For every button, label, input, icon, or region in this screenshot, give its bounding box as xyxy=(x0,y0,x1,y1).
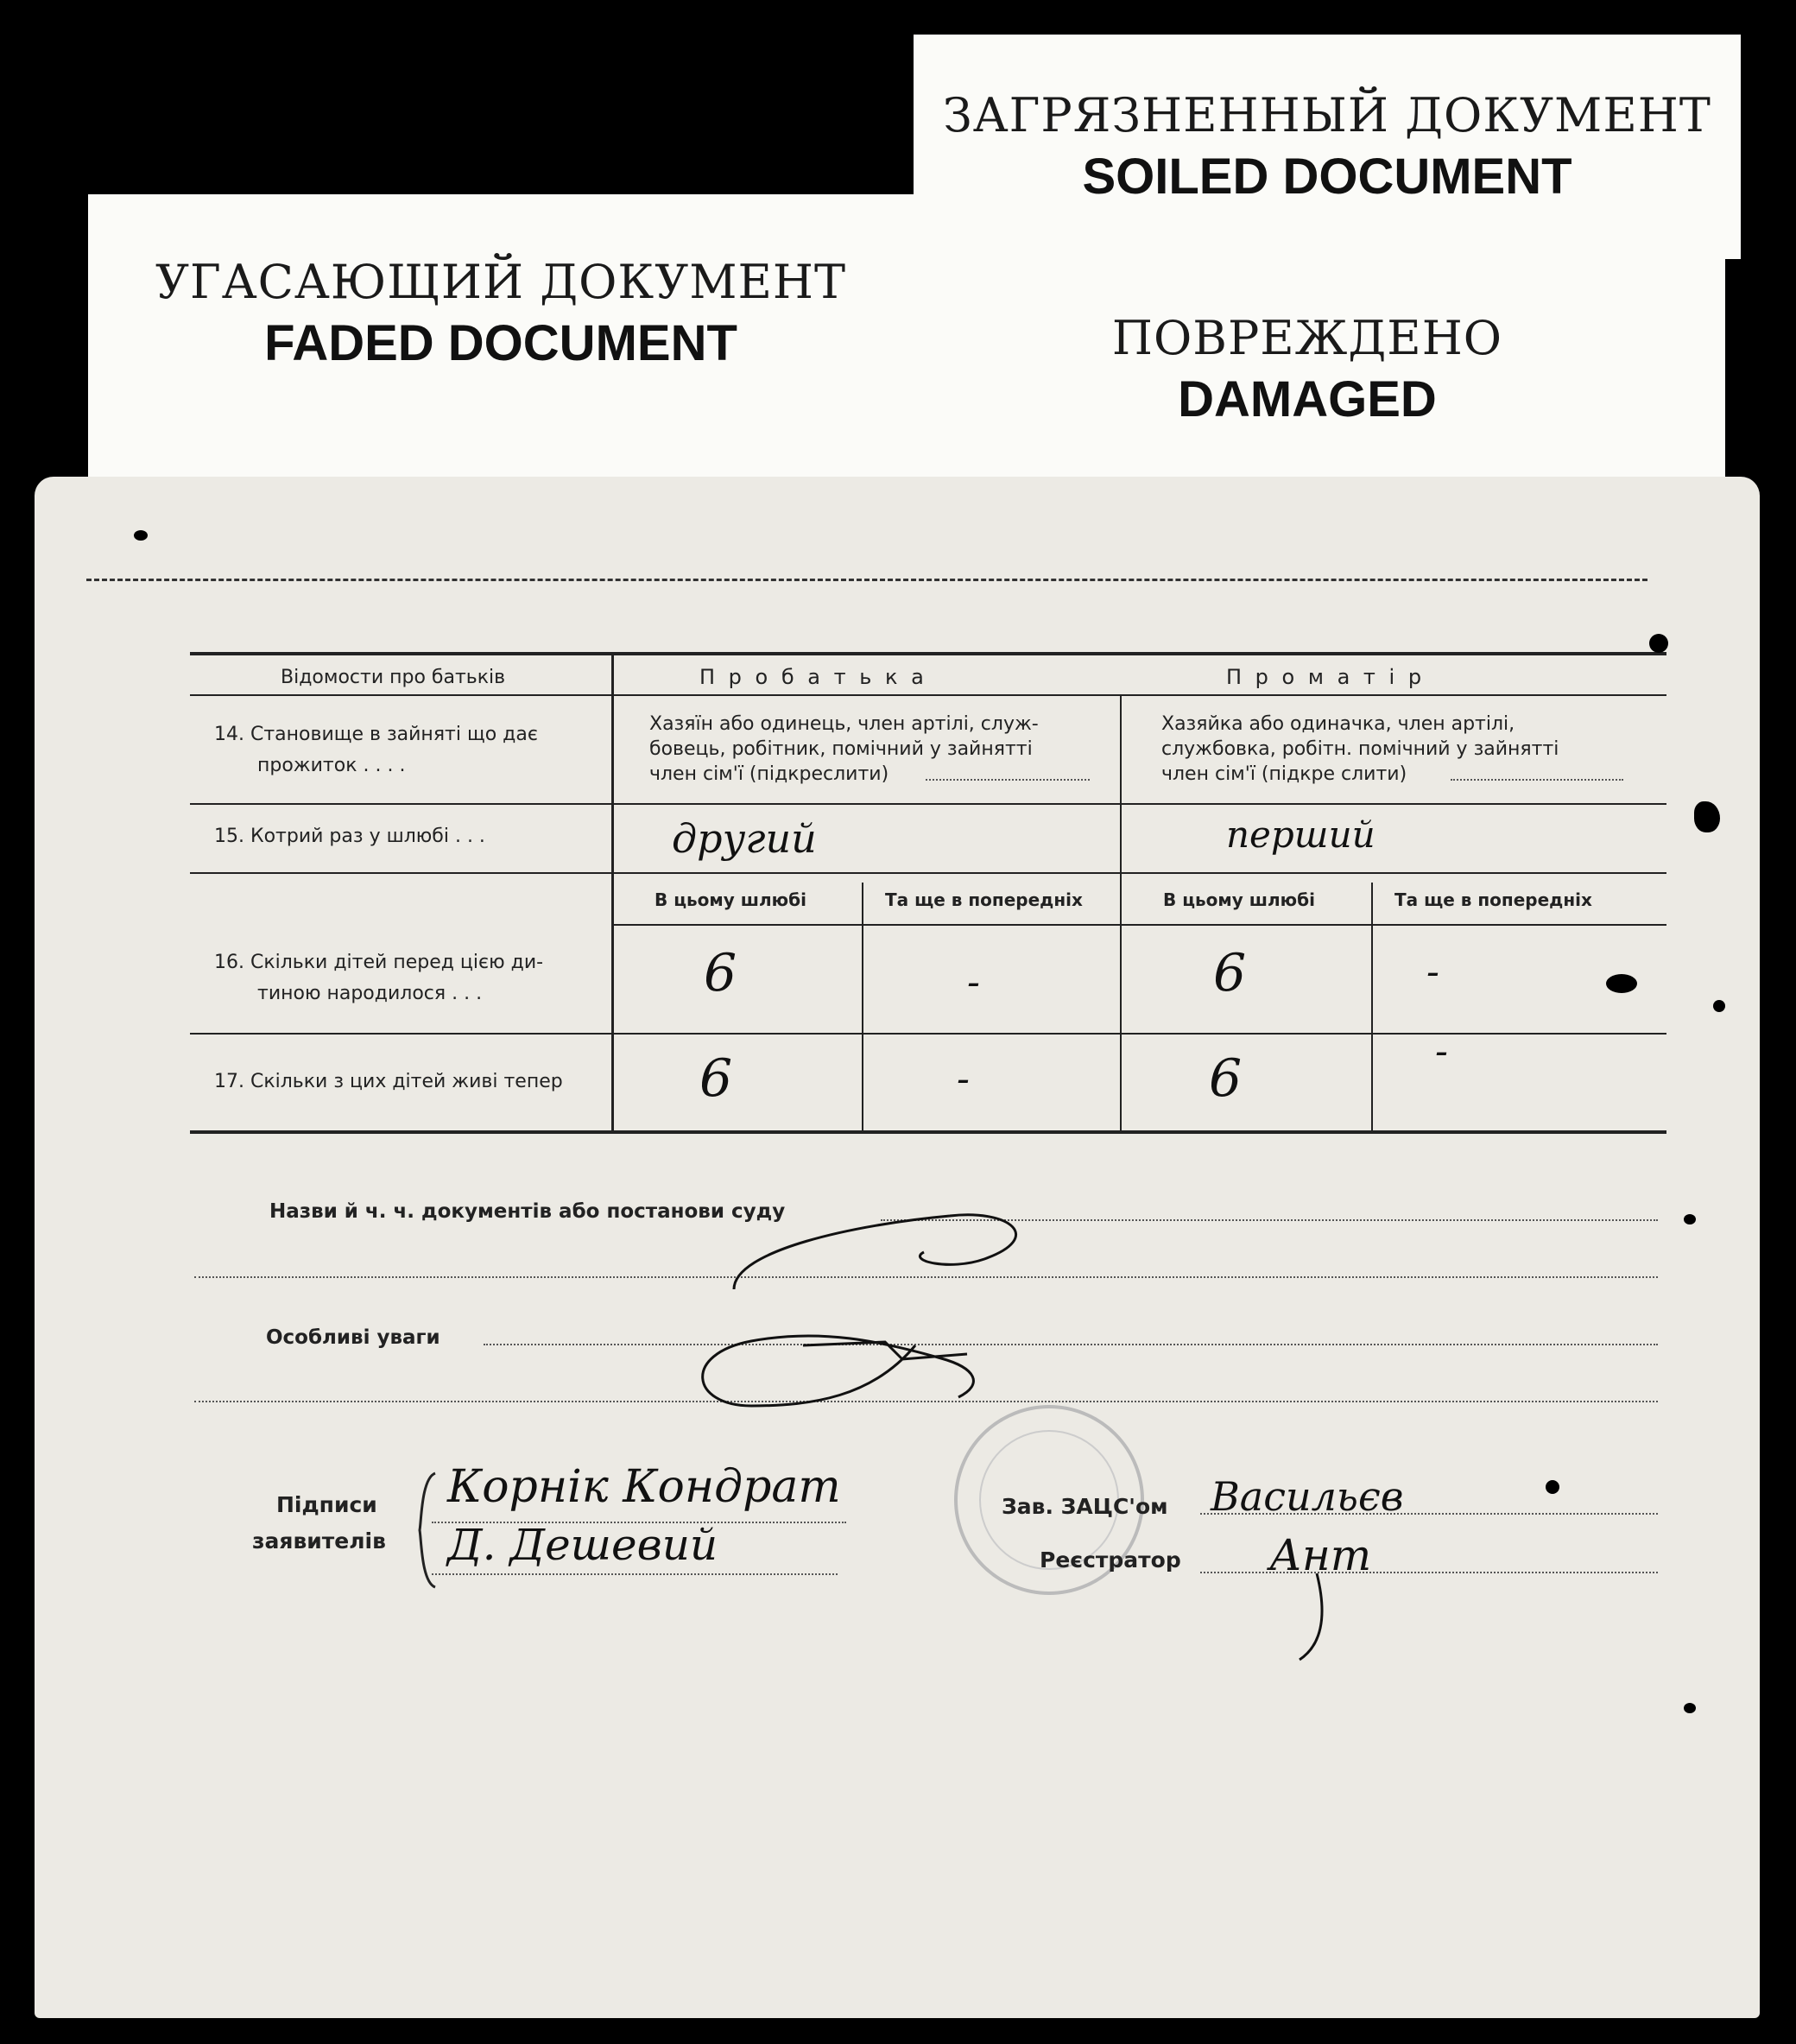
damage-blot xyxy=(1684,1214,1696,1225)
applicants-label-line1: Підписи xyxy=(276,1492,377,1517)
damage-blot xyxy=(134,530,148,541)
row16-father-prev: - xyxy=(967,960,980,1004)
table-bottom-rule xyxy=(190,1130,1666,1134)
faded-tag-en: FADED DOCUMENT xyxy=(264,315,737,371)
faded-document-tag xyxy=(88,194,914,492)
row14-label-line1: 14. Становище в зайняті що дає xyxy=(214,724,538,745)
row15-label: 15. Котрий раз у шлюбі . . . xyxy=(214,826,485,847)
applicant1-signature: Корнік Кондрат xyxy=(447,1461,841,1513)
row14-father-line1: Хазяїн або одинець, член артілі, служ- xyxy=(649,713,1039,735)
head-dots xyxy=(1200,1513,1658,1515)
damage-blot xyxy=(1649,634,1668,653)
soiled-tag-en: SOILED DOCUMENT xyxy=(1082,149,1572,205)
row14-mother-line1: Хазяйка або одиначка, член артілі, xyxy=(1161,713,1515,735)
damage-blot xyxy=(1606,974,1637,993)
subheader-father-prev: Та ще в попередніх xyxy=(885,889,1083,910)
applicant2-signature: Д. Дешевий xyxy=(447,1520,718,1570)
damaged-tag-ru: ПОВРЕЖДЕНО xyxy=(1111,311,1503,365)
row14-mother-line3: член сім'ї (підкре слити) xyxy=(1161,763,1407,785)
row17-father-prev: - xyxy=(957,1057,970,1101)
subheader-mother-this: В цьому шлюбі xyxy=(1163,889,1315,910)
damage-blot xyxy=(1713,1000,1725,1012)
registrar-dots xyxy=(1200,1572,1658,1573)
row17-father-this: 6 xyxy=(699,1048,733,1109)
table-header-rule xyxy=(190,694,1666,696)
applicants-brace xyxy=(414,1470,440,1591)
applicant2-dots xyxy=(432,1573,838,1575)
damage-blot xyxy=(1546,1480,1559,1494)
subheader-mother-prev: Та ще в попередніх xyxy=(1394,889,1592,910)
head-label: Зав. ЗАЦС'ом xyxy=(1002,1494,1168,1519)
registrar-signature-flourish xyxy=(1291,1573,1343,1668)
row14-father-line2: бовець, робітник, помічний у зайнятті xyxy=(649,738,1033,760)
registrar-signature: Ант xyxy=(1269,1530,1372,1580)
table-col-divider-3 xyxy=(862,883,863,1132)
documents-label: Назви й ч. ч. документів або постанови суду xyxy=(269,1200,786,1223)
header-father: П р о б а т ь к а xyxy=(699,665,927,689)
perforation-line xyxy=(86,579,1647,581)
damaged-tag-en: DAMAGED xyxy=(1178,371,1437,427)
row17-mother-this: 6 xyxy=(1209,1048,1243,1109)
row14-label-line2: прожиток . . . . xyxy=(257,755,406,776)
row16-father-this: 6 xyxy=(704,943,737,1003)
row17-label: 17. Скільки з цих дітей живі тепер xyxy=(214,1071,563,1092)
row15-father-value: другий xyxy=(672,815,817,862)
row14-mother-dots xyxy=(1451,779,1623,781)
row16-label-line2: тиною народилося . . . xyxy=(257,983,483,1004)
soiled-document-tag xyxy=(914,35,1741,259)
applicant1-dots xyxy=(432,1522,846,1523)
damage-blot xyxy=(1694,801,1720,832)
row16-label-line1: 16. Скільки дітей перед цією ди- xyxy=(214,952,544,973)
row15-mother-value: перший xyxy=(1226,813,1375,856)
table-col-divider-2 xyxy=(1120,694,1122,1132)
damaged-document-tag xyxy=(889,231,1725,490)
remarks-label: Особливі уваги xyxy=(266,1326,440,1349)
row15-rule xyxy=(190,872,1666,874)
subheader-father-this: В цьому шлюбі xyxy=(655,889,806,910)
soiled-tag-ru: ЗАГРЯЗНЕННЫЙ ДОКУМЕНТ xyxy=(943,88,1711,142)
row14-father-dots xyxy=(926,779,1090,781)
damage-blot xyxy=(1684,1703,1696,1713)
row14-father-line3: член сім'ї (підкреслити) xyxy=(649,763,889,785)
subheader-rule xyxy=(613,924,1666,926)
faded-tag-ru: УГАСАЮЩИЙ ДОКУМЕНТ xyxy=(155,255,847,309)
header-mother: П р о м а т і р xyxy=(1226,665,1426,689)
row14-mother-line2: службовка, робітн. помічний у зайнятті xyxy=(1161,738,1559,760)
head-signature: Васильєв xyxy=(1211,1473,1404,1520)
table-col-divider-4 xyxy=(1371,883,1373,1132)
document-page xyxy=(35,477,1760,2018)
row16-mother-prev: - xyxy=(1426,950,1439,994)
cancellation-mark xyxy=(699,1190,1183,1432)
row17-mother-prev: - xyxy=(1435,1029,1448,1073)
registrar-label: Реєстратор xyxy=(1040,1547,1181,1573)
table-top-rule xyxy=(190,652,1666,655)
applicants-label-line2: заявителів xyxy=(252,1528,386,1554)
row14-rule xyxy=(190,803,1666,805)
header-label: Відомости про батьків xyxy=(281,667,506,688)
row16-mother-this: 6 xyxy=(1213,943,1247,1003)
table-col-divider-1 xyxy=(611,652,614,1132)
